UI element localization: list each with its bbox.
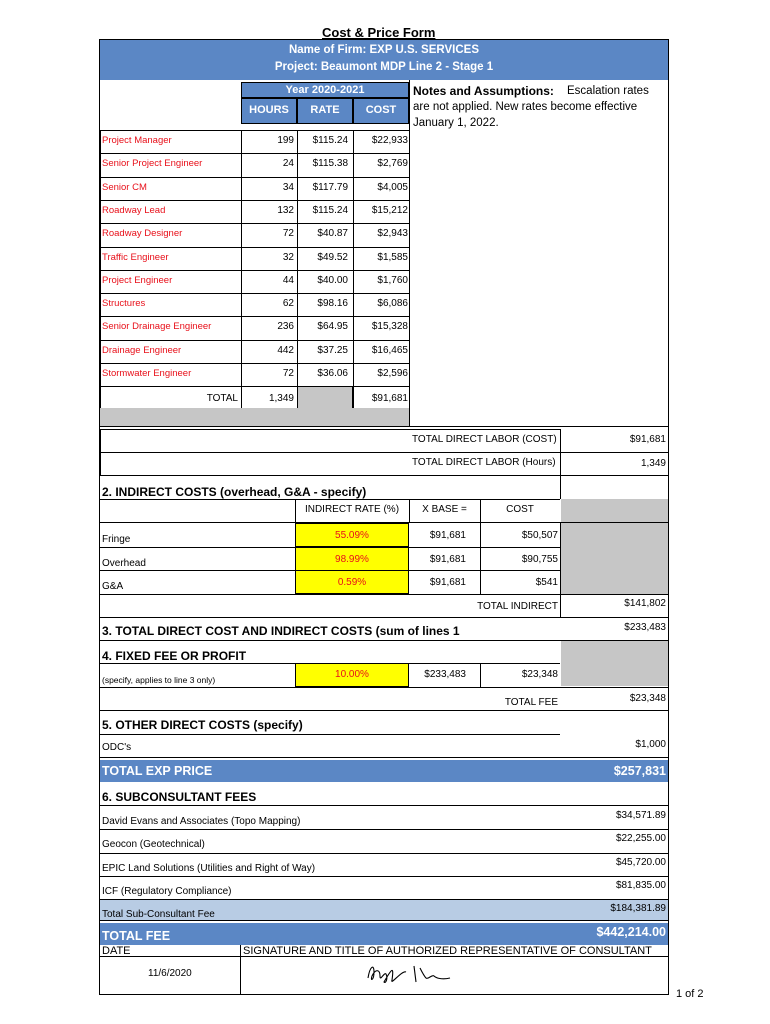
labor-total-rate-cell [297,386,353,409]
fee-total: $23,348 [629,693,666,704]
labor-line [100,130,409,131]
indirect-rate: 0.59% [337,577,367,588]
exp-price-value: $257,831 [613,764,666,778]
fee-title: 4. FIXED FEE OR PROFIT [102,649,247,663]
indirect-cost-col: COST [506,504,534,515]
fee-gray-block [561,641,668,686]
labor-role: Roadway Lead [102,205,166,216]
direct-labor-hours-label: TOTAL DIRECT LABOR (Hours) [412,457,556,468]
subs-total-label: Total Sub-Consultant Fee [102,909,215,920]
year-label: Year 2020-2021 [285,84,365,96]
labor-rate: $40.00 [317,275,348,286]
hours-col-label: HOURS [249,104,289,116]
labor-row-line [100,293,409,294]
subs-name: ICF (Regulatory Compliance) [102,886,232,897]
labor-role: Roadway Designer [102,228,183,239]
labor-role: Traffic Engineer [102,252,169,263]
fee-rate: 10.00% [335,669,369,680]
labor-gray-bar [100,408,409,426]
labor-cost: $4,005 [377,182,408,193]
subs-name: Geocon (Geotechnical) [102,839,205,850]
direct-labor-hours: 1,349 [640,458,666,469]
indirect-col-line [560,594,561,617]
indirect-name: Overhead [102,558,146,569]
labor-rate: $49.52 [317,252,348,263]
labor-total-hours: 1,349 [268,393,294,404]
labor-role: Stormwater Engineer [102,368,192,379]
labor-row-line [100,247,409,248]
notes-box [409,80,668,426]
page-number: 1 of 2 [676,988,704,1000]
labor-cost: $22,933 [371,135,408,146]
indirect-cost: $541 [535,577,558,588]
labor-total-cost: $91,681 [371,393,408,404]
labor-row-line [100,386,409,387]
labor-cost: $2,943 [377,228,408,239]
labor-hours: 132 [277,205,294,216]
indirect-name: Fringe [102,534,131,545]
labor-rate: $115.38 [312,158,348,169]
labor-row-line [100,270,409,271]
form-title: Cost & Price Form [322,25,436,40]
subs-total: $184,381.89 [610,903,666,914]
labor-hours: 236 [277,321,294,332]
project-name: Project: Beaumont MDP Line 2 - Stage 1 [274,61,494,73]
indirect-cost: $90,755 [521,554,558,565]
signature-label: SIGNATURE AND TITLE OF AUTHORIZED REPRESENTATIVE OF CONSULTANT [243,945,652,957]
labor-rate: $37.25 [317,345,348,356]
labor-hours: 62 [282,298,294,309]
labor-total-label: TOTAL [206,393,238,404]
indirect-col-line [480,523,481,594]
labor-cost: $1,760 [377,275,408,286]
labor-hours: 34 [282,182,294,193]
indirect-rate-col: INDIRECT RATE (%) [304,504,400,515]
labor-role: Project Manager [102,135,172,146]
labor-hours: 72 [282,228,294,239]
labor-rate: $40.87 [317,228,348,239]
labor-col-line [409,130,410,409]
other-value: $1,000 [635,739,666,750]
notes-label: Notes and Assumptions: [413,84,554,98]
labor-rate: $115.24 [312,205,348,216]
fee-cost: $23,348 [521,669,558,680]
indirect-cost: $50,507 [521,530,558,541]
fee-specify: (specify, applies to line 3 only) [102,675,216,685]
indirect-base: $91,681 [429,554,466,565]
subs-title: 6. SUBCONSULTANT FEES [102,790,257,804]
labor-hours: 442 [277,345,294,356]
date-label: DATE [102,945,131,957]
firm-name: Name of Firm: EXP U.S. SERVICES [288,44,480,56]
labor-row-line [100,177,409,178]
labor-row-line [100,316,409,317]
indirect-col-line [560,523,561,594]
labor-rate: $117.79 [312,182,348,193]
exp-price-label: TOTAL EXP PRICE [102,764,213,778]
labor-col-line [297,130,298,409]
labor-rate: $115.24 [312,135,348,146]
labor-hours: 32 [282,252,294,263]
labor-row-line [100,223,409,224]
notes-line2: are not applied. New rates become effective [413,101,638,113]
labor-rate: $64.95 [317,321,348,332]
labor-row-line [100,363,409,364]
subs-row-line [100,853,668,854]
labor-row-line [100,340,409,341]
labor-cost: $6,086 [377,298,408,309]
subs-value: $22,255.00 [615,833,666,844]
labor-row-line [100,200,409,201]
signature-image [362,958,454,988]
labor-cost: $1,585 [377,252,408,263]
subs-value: $81,835.00 [615,880,666,891]
labor-col-line [353,130,354,409]
labor-col-line [241,130,242,409]
labor-role: Drainage Engineer [102,345,182,356]
date-value: 11/6/2020 [148,968,192,979]
labor-hours: 44 [282,275,294,286]
subs-name: David Evans and Associates (Topo Mapping) [102,816,301,827]
labor-cost: $15,212 [371,205,408,216]
labor-cost: $2,596 [377,368,408,379]
direct-labor-cost-label: TOTAL DIRECT LABOR (COST) [412,434,557,445]
subs-row-line [100,829,668,830]
section3-title: 3. TOTAL DIRECT COST AND INDIRECT COSTS (sum of lines 1 [102,624,460,638]
other-label: ODC's [102,742,132,753]
indirect-name: G&A [102,581,124,592]
cost-col-label: COST [365,104,397,116]
section3-value: $233,483 [624,622,666,633]
notes-line1: Escalation rates [567,85,649,97]
indirect-rate: 98.99% [335,554,369,565]
labor-cost: $2,769 [377,158,408,169]
labor-hours: 72 [282,368,294,379]
labor-role: Senior Project Engineer [102,158,203,169]
other-title: 5. OTHER DIRECT COSTS (specify) [102,718,303,732]
labor-row-line [100,153,409,154]
total-fee-label: TOTAL FEE [102,929,171,943]
indirect-total: $141,802 [624,598,666,609]
labor-role: Project Engineer [102,275,173,286]
indirect-total-label: TOTAL INDIRECT [477,601,558,612]
total-fee-value: $442,214.00 [596,925,666,939]
labor-role: Structures [102,298,146,309]
direct-labor-cost: $91,681 [629,434,666,445]
labor-role: Senior CM [102,182,147,193]
indirect-gray-block [561,499,668,594]
indirect-base: $91,681 [429,530,466,541]
labor-hours: 24 [282,158,294,169]
labor-cost: $16,465 [371,345,408,356]
indirect-title: 2. INDIRECT COSTS (overhead, G&A - specify) [102,485,367,499]
subs-row-line [100,876,668,877]
subs-name: EPIC Land Solutions (Utilities and Right of Way) [102,863,316,874]
indirect-base: $91,681 [429,577,466,588]
labor-rate: $36.06 [317,368,348,379]
labor-role: Senior Drainage Engineer [102,321,212,332]
labor-cost: $15,328 [371,321,408,332]
subs-value: $34,571.89 [615,810,666,821]
indirect-rate: 55.09% [335,530,369,541]
indirect-base-col: X BASE = [422,504,467,515]
labor-col-line [100,130,101,409]
labor-rate: $98.16 [317,298,348,309]
subs-value: $45,720.00 [615,857,666,868]
notes-line3: January 1, 2022. [413,117,499,129]
fee-total-label: TOTAL FEE [504,697,558,708]
labor-hours: 199 [277,135,294,146]
fee-base: $233,483 [424,669,466,680]
rate-col-label: RATE [310,104,340,116]
